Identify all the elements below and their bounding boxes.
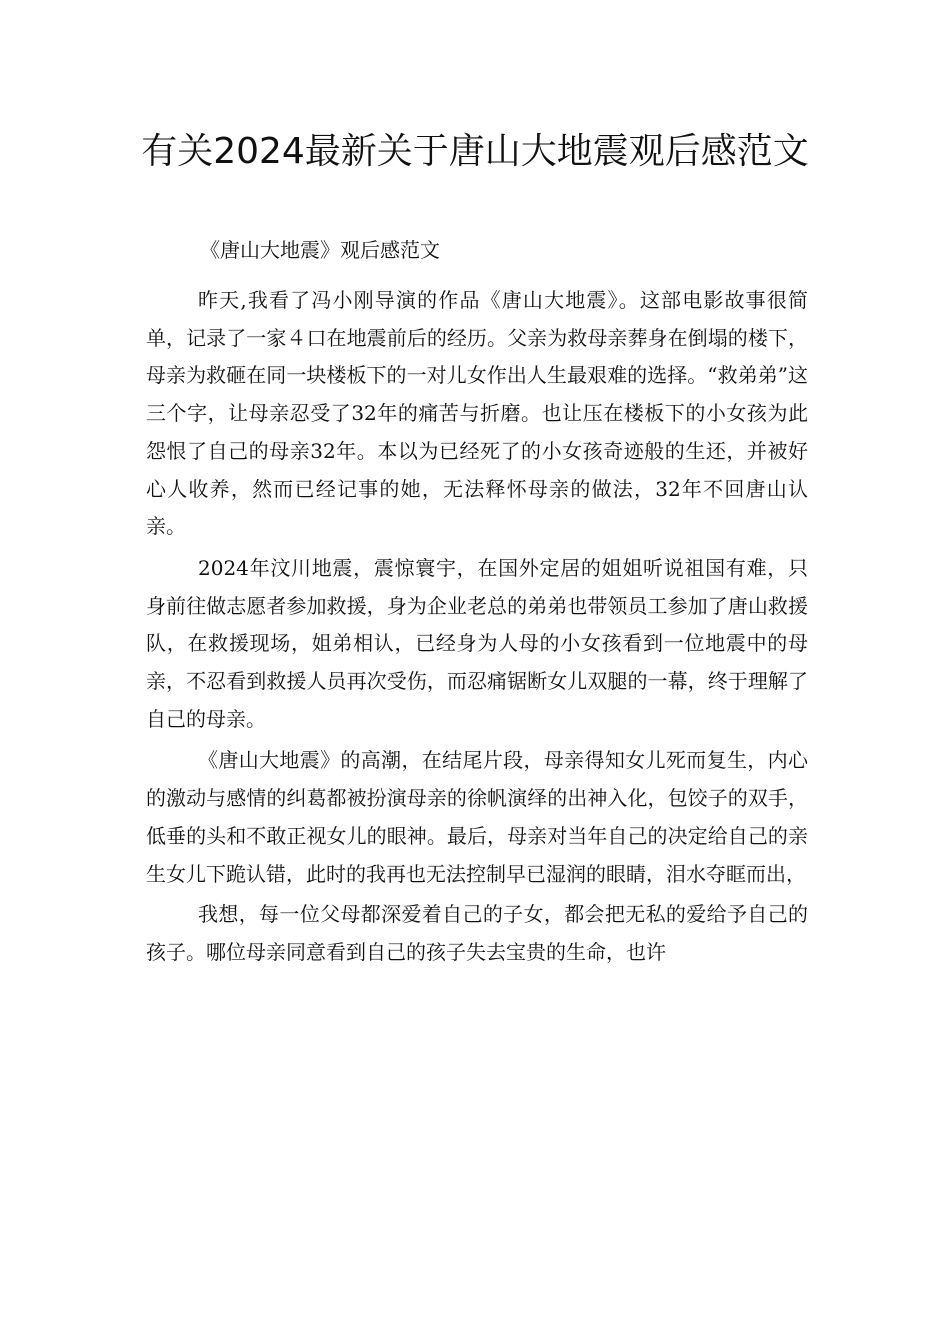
document-title: 有关2024最新关于唐山大地震观后感范文 xyxy=(141,131,809,172)
document-subtitle: 《唐山大地震》观后感范文 xyxy=(200,238,440,262)
document-body xyxy=(146,282,808,974)
paragraph: 我想，每一位父母都深爱着自己的子女，都会把无私的爱给予自己的孩子。哪位母亲同意看到自己的孩子失去宝贵的生命，也许 xyxy=(146,902,808,964)
paragraph: 《唐山大地震》的高潮，在结尾片段，母亲得知女儿死而复生，内心的激动与感情的纠葛都被扮演母亲的徐帆演绎的出神入化，包饺子的双手，低垂的头和不敢正视女儿的眼神。最后，母亲对当年自己的决定给自己的亲生女儿下跪认错，此时的我再也无法控制早已湿润的眼睛，泪水夺眶而出， xyxy=(146,748,808,886)
paragraph: 2024年汶川地震，震惊寰宇，在国外定居的姐姐听说祖国有难，只身前往做志愿者参加救援，身为企业老总的弟弟也带领员工参加了唐山救援队，在救援现场，姐弟相认，已经身为人母的小女孩看到一位地震中的母亲，不忍看到救援人员再次受伤，而忍痛锯断女儿双腿的一幕，终于理解了自己的母亲。 xyxy=(146,555,808,731)
paragraph: 昨天,我看了冯小刚导演的作品《唐山大地震》。这部电影故事很简单，记录了一家４口在地震前后的经历。父亲为救母亲葬身在倒塌的楼下，母亲为救砸在同一块楼板下的一对儿女作出人生最艰难的选择。“救弟弟”这三个字，让母亲忍受了32年的痛苦与折磨。也让压在楼板下的小女孩为此怨恨了自己的母亲32年。本以为已经死了的小女孩奇迹般的生还，并被好心人收养，然而已经记事的她，无法释怀母亲的做法，32年不回唐山认亲。 xyxy=(146,288,808,539)
